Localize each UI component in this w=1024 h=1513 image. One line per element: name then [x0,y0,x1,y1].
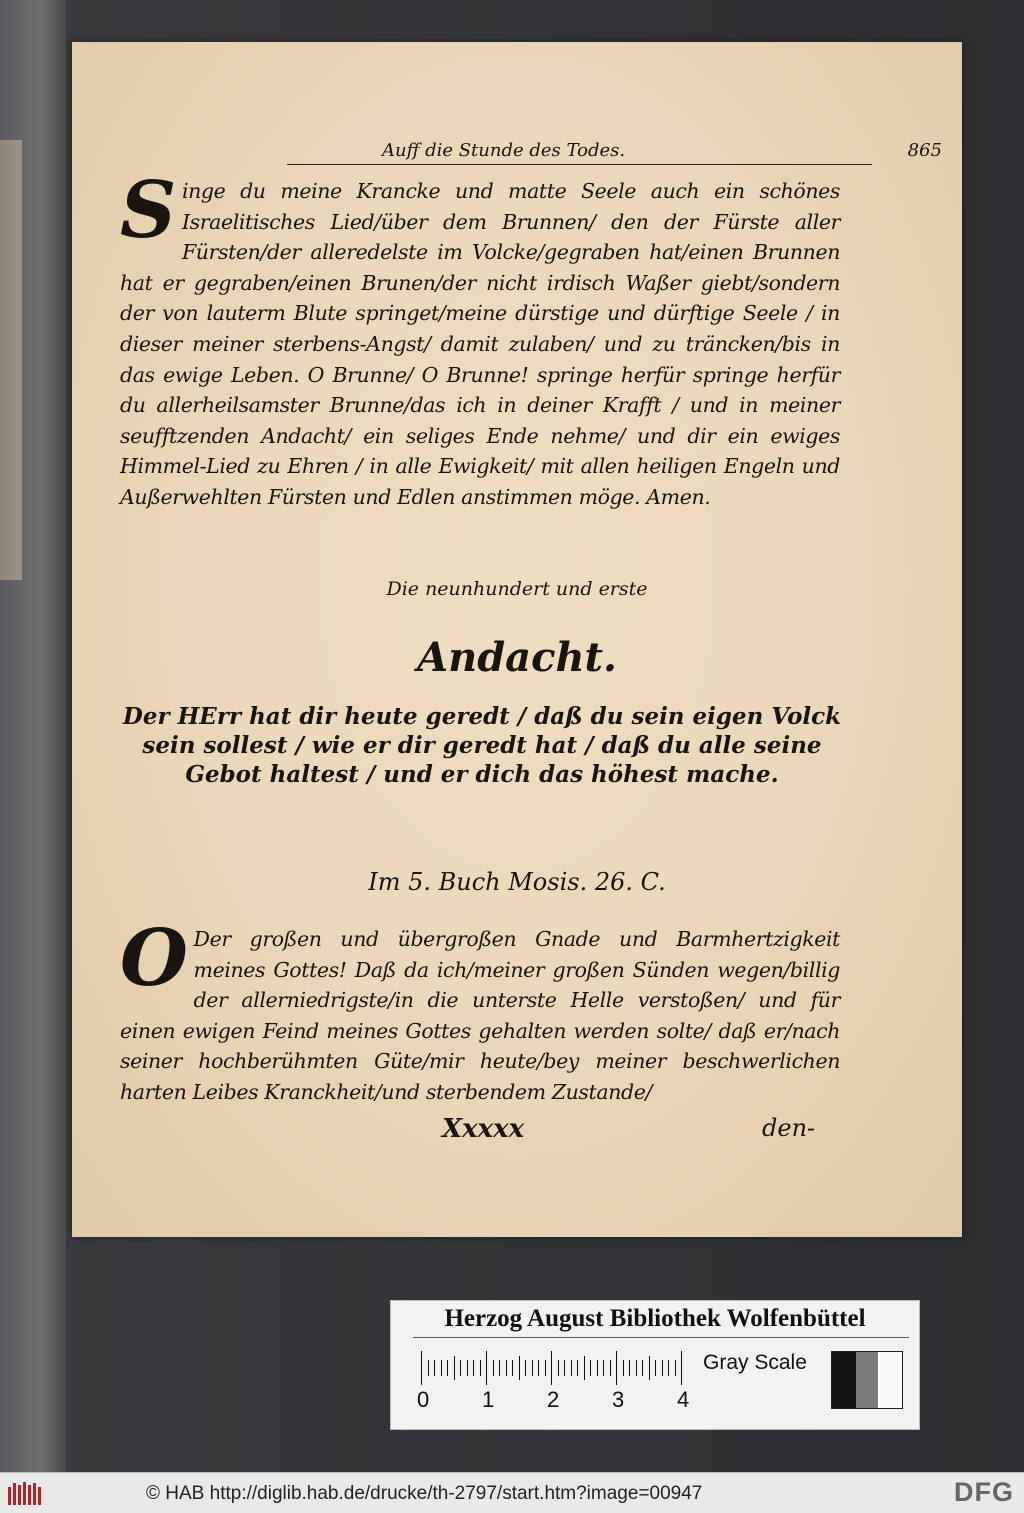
ruler-tick [616,1351,617,1385]
paragraph-2-text: Der großen und übergroßen Gnade und Barmhertzigkeit meines Gottes! Daß da ich/meiner großen Sünden wegen/billig der allerniedrigste/in die unterste Helle verstoßen/ und für einen ewigen Feind meines Gottes gehalten werden solte/ daß er/nach seiner hochberühmten Güte/mir heute/bey meiner beschwerlichen harten Leibes Kranckheit/und sterbendem Zustande/ [120,927,840,1104]
swatch-gray [856,1352,878,1408]
paragraph-1 [120,165,840,513]
ruler-tick [538,1360,539,1376]
section-heading: Andacht. [417,634,617,681]
dropcap-1: S [120,165,176,256]
section-subheading: Die neunhundert und erste [386,578,648,600]
scripture-verse: Der HErr hat dir heute geredt / daß du sein eigen Volck sein sollest / wie er dir geredt hat / daß du alle seine Gebot haltest / und er dich das höhest mache. [122,703,842,788]
ruler-tick [681,1351,682,1385]
scripture-reference: Im 5. Buch Mosis. 26. C. [368,868,666,896]
ruler-tick [655,1360,656,1376]
ruler-tick [668,1360,669,1376]
ruler-tick [519,1356,520,1380]
ruler-number: 3 [612,1387,625,1412]
paragraph-2 [120,913,840,1108]
ruler-tick [460,1360,461,1376]
ruler-tick [512,1360,513,1376]
running-head-title: Auff die Stunde des Todes. [382,140,626,161]
ruler-tick [486,1351,487,1385]
ruler-tick [473,1360,474,1376]
ruler-tick [629,1360,630,1376]
ruler-number: 2 [547,1387,560,1412]
ruler-number: 1 [482,1387,495,1412]
ruler-tick [558,1360,559,1376]
ruler-tick [623,1360,624,1376]
running-head-rule [287,164,872,165]
ruler-numbers [417,1387,717,1417]
ruler-number: 0 [417,1387,430,1412]
ruler-tick [642,1360,643,1376]
ruler-tick [571,1360,572,1376]
scale-divider [413,1337,909,1338]
ruler-tick [428,1360,429,1376]
ruler-tick [662,1360,663,1376]
ruler-tick [506,1360,507,1376]
ruler-tick [499,1360,500,1376]
swatch-white [878,1352,902,1408]
ruler-tick [551,1351,552,1385]
hab-logo-icon [6,1481,46,1507]
measurement-ruler [421,1351,691,1387]
ruler-tick [564,1360,565,1376]
ruler-tick [525,1360,526,1376]
gray-scale-label: Gray Scale [703,1351,807,1374]
dropcap-2: O [120,913,188,1004]
book-page [72,42,962,1237]
ruler-tick [532,1360,533,1376]
left-page-edge [0,140,22,580]
swatch-black [832,1352,856,1408]
ruler-number: 4 [677,1387,690,1412]
ruler-tick [603,1360,604,1376]
ruler-tick [590,1360,591,1376]
dfg-logo: DFG [954,1477,1014,1507]
ruler-tick [454,1356,455,1380]
ruler-tick [584,1356,585,1380]
ruler-tick [636,1360,637,1376]
ruler-tick [649,1356,650,1380]
ruler-tick [467,1360,468,1376]
viewer-footer [0,1472,1024,1513]
color-scale-card [390,1300,920,1430]
ruler-tick [675,1360,676,1376]
ruler-tick [597,1360,598,1376]
gray-scale-swatches [831,1351,903,1409]
institution-name: Herzog August Bibliothek Wolfenbüttel [444,1305,866,1332]
ruler-tick [447,1360,448,1376]
signature-mark: Xxxxx [442,1114,525,1144]
ruler-tick [434,1360,435,1376]
copyright-link[interactable]: © HAB http://diglib.hab.de/drucke/th-2797/start.htm?image=00947 [146,1483,703,1504]
page-number: 865 [907,140,942,161]
ruler-tick [610,1360,611,1376]
ruler-tick [480,1360,481,1376]
ruler-tick [577,1360,578,1376]
ruler-tick [421,1351,422,1385]
ruler-tick [545,1360,546,1376]
ruler-tick [441,1360,442,1376]
paragraph-1-text: inge du meine Krancke und matte Seele auch ein schönes Israelitisches Lied/über dem Brunnen/ den der Fürste aller Fürsten/der alleredelste im Volcke/gegraben hat/einen Brunnen hat er gegraben/einen Brunen/der nicht irdisch Waßer giebt/sondern der von lauterm Blute springet/meine dürstige und dürftige Seele / in dieser meiner sterbens-Angst/ damit zulaben/ und zu träncken/bis in das ewige Leben. O Brunne/ O Brunne! springe herfür springe herfür du allerheilsamster Brunne/das ich in deiner Krafft / und in meiner seufftzenden Andacht/ ein seliges Ende nehme/ und dir ein ewiges Himmel-Lied zu Ehren / in alle Ewigkeit/ mit allen heiligen Engeln und Außerwehlten Fürsten und Edlen anstimmen möge. Amen. [120,179,840,509]
catchword: den- [762,1114,816,1142]
ruler-tick [493,1360,494,1376]
running-head [322,140,942,170]
